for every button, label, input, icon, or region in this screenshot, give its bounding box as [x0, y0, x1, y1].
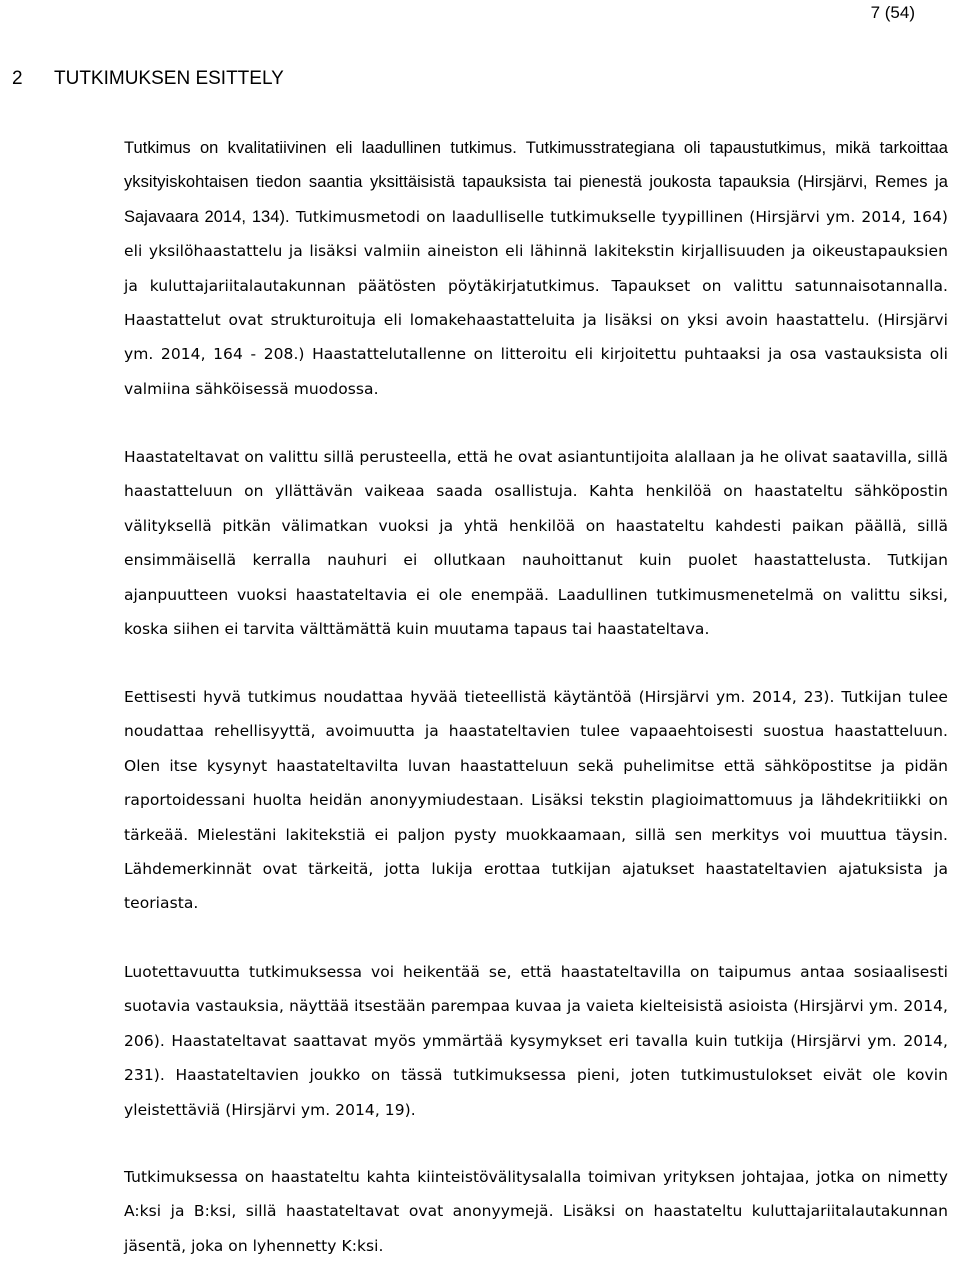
paragraph-text: Tutkimuksessa on haastateltu kahta kiinteistövälitysalalla toimivan yrityksen johtajaa, jotka on nimetty A:ksi ja B:ksi, sillä haastateltavat ovat anonyymejä. Lisäksi on haastateltu kuluttajariitalautakunnan jäsentä, joka on lyhennetty K:ksi. [124, 1168, 948, 1255]
paragraph-text: Eettisesti hyvä tutkimus noudattaa hyvää tieteellistä käytäntöä (Hirsjärvi ym. 2014, 23). Tutkijan tulee noudattaa rehellisyyttä, avoimuutta ja haastateltavien tulee vapaaehtoisesti suostua haastatteluun. Olen itse kysynyt haastateltavilta luvan haastatteluun sekä puhelimitse että sähköpostitse ja pidän raportoidessani huolta heidän anonyymiudestaan. Lisäksi tekstin plagioimattomuus ja lähdekritiikki on tärkeää. Mielestäni lakitekstiä ei paljon pysty muokkaamaan, sillä sen merkitys voi muuttua täysin. Lähdemerkinnät ovat tärkeitä, jotta lukija erottaa tutkijan ajatukset haastateltavien ajatuksista ja teoriasta. [124, 688, 948, 913]
paragraph [124, 680, 948, 921]
page-number: 7 (54) [870, 3, 915, 22]
paragraph [124, 1160, 948, 1263]
section-title: TUTKIMUKSEN ESITTELY [54, 68, 284, 89]
section-heading [12, 67, 284, 91]
paragraph-lead-text: Tutkimus on kvalitatiivinen eli laadullinen tutkimus. Tutkimusstrategiana oli tapaustutkimus, mikä tarkoittaa yksityiskohtaisen tiedon saantia yksittäisistä tapauksista tai pienestä joukosta tapauksia (Hirsjärvi, Remes ja Sajavaara 2014, 134). [124, 139, 948, 226]
paragraph [124, 955, 948, 1127]
paragraph-text: Tutkimusmetodi on laadulliselle tutkimukselle tyypillinen (Hirsjärvi ym. 2014, 164) eli yksilöhaastattelu ja lisäksi valmiin aineiston eli lähinnä lakitekstin kirjallisuuden ja oikeustapauksien ja kuluttajariitalautakunnan päätösten pöytäkirjatutkimus. Tapaukset on valittu satunnaisotannalla. Haastattelut ovat strukturoituja eli lomakehaastatteluita ja lisäksi on yksi avoin haastattelu. (Hirsjärvi ym. 2014, 164 - 208.) Haastattelutallenne on litteroitu eli kirjoitettu puhtaaksi ja osa vastauksista oli valmiina sähköisessä muodossa. [124, 207, 948, 398]
section-number: 2 [12, 68, 23, 89]
paragraph-text: Luotettavuutta tutkimuksessa voi heikentää se, että haastateltavilla on taipumus antaa sosiaalisesti suotavia vastauksia, näyttää itsestään parempaa kuvaa ja vaieta kielteisistä asioista (Hirsjärvi ym. 2014, 206). Haastateltavat saattavat myös ymmärtää kysymykset eri tavalla kuin tutkija (Hirsjärvi ym. 2014, 231). Haastateltavien joukko on tässä tutkimuksessa pieni, joten tutkimustulokset eivät ole kovin yleistettäviä (Hirsjärvi ym. 2014, 19). [124, 963, 948, 1119]
paragraph [124, 131, 948, 406]
paragraph [124, 440, 948, 646]
paragraph-text: Haastateltavat on valittu sillä perusteella, että he ovat asiantuntijoita alallaan ja he olivat saatavilla, sillä haastatteluun on yllättävän vaikeaa saada osallistuja. Kahta henkilöä on haastateltu sähköpostin välityksellä pitkän välimatkan vuoksi ja yhtä henkilöä on haastateltu kahdesti paikan päällä, sillä ensimmäisellä kerralla nauhuri ei ollutkaan nauhoittanut kuin puolet haastattelusta. Tutkijan ajanpuutteen vuoksi haastateltavia ei ole enempää. Laadullinen tutkimusmenetelmä on valittu siksi, koska siihen ei tarvita välttämättä kuin muutama tapaus tai haastateltava. [124, 448, 948, 639]
